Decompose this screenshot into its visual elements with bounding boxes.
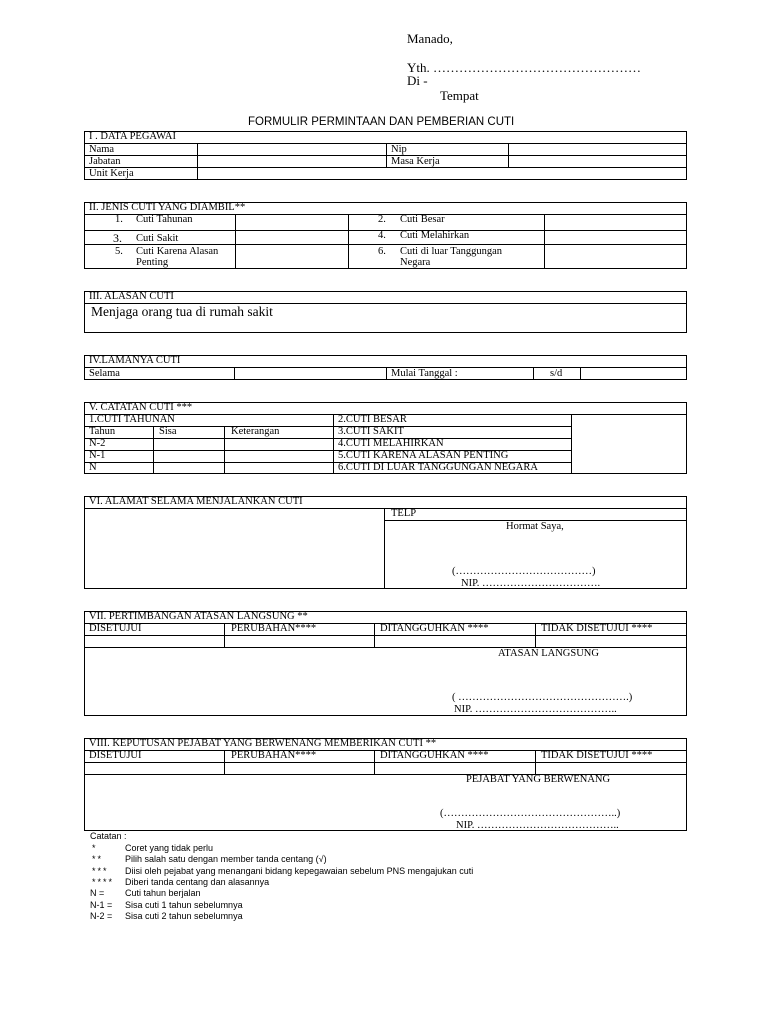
notes-title: Catatan : — [90, 831, 127, 841]
label-nama: Nama — [89, 144, 115, 155]
section-7-heading: VII. PERTIMBANGAN ATASAN LANGSUNG ** — [89, 611, 308, 622]
note-text-3: Diisi oleh pejabat yang menangani bidang kepegawaian sebelum PNS mengajukan cuti — [125, 866, 474, 876]
atasan-signature: ( ………………………………………….) — [452, 692, 633, 703]
note-text-6: Sisa cuti 1 tahun sebelumnya — [125, 900, 243, 910]
note-symbol-6: N-1 = — [90, 900, 113, 910]
label-jabatan: Jabatan — [89, 156, 121, 167]
col-sisa: Sisa — [159, 426, 177, 437]
label-sd: s/d — [550, 368, 563, 379]
applicant-nip: NIP. ……………………………. — [461, 578, 601, 589]
leave-type-1-label: Cuti Tahunan — [136, 214, 193, 225]
section-1-heading: I . DATA PEGAWAI — [89, 131, 176, 142]
note-symbol-1: * — [92, 843, 96, 853]
addressee-line: Yth. ………………………………………… — [407, 60, 641, 75]
note-symbol-2: ** — [92, 854, 104, 864]
note-text-7: Sisa cuti 2 tahun sebelumnya — [125, 911, 243, 921]
leave-type-5-label-line2: Penting — [136, 257, 169, 268]
applicant-signature: (…………………………………) — [452, 566, 596, 577]
pejabat-label: PEJABAT YANG BERWENANG — [466, 774, 611, 785]
label-cuti-tahunan: 1.CUTI TAHUNAN — [89, 414, 175, 425]
form-title: FORMULIR PERMINTAAN DAN PEMBERIAN CUTI — [248, 116, 515, 128]
section-8-heading: VIII. KEPUTUSAN PEJABAT YANG BERWENANG MEMBERIKAN CUTI ** — [89, 738, 437, 749]
leave-type-6-num: 6. — [378, 246, 386, 257]
note-cuti-sakit: 3.CUTI SAKIT — [338, 426, 404, 437]
col-tahun: Tahun — [89, 426, 116, 437]
label-nip: Nip — [391, 144, 407, 155]
leave-type-2-label: Cuti Besar — [400, 214, 445, 225]
section-2-heading: II. JENIS CUTI YANG DIAMBIL** — [89, 202, 246, 213]
note-cuti-luar-tanggungan: 6.CUTI DI LUAR TANGGUNGAN NEGARA — [338, 462, 538, 473]
s7-col-ditangguhkan: DITANGGUHKAN **** — [380, 623, 489, 634]
section-5-heading: V. CATATAN CUTI *** — [89, 402, 193, 413]
di-line: Di - — [407, 73, 428, 88]
s7-col-tidak-disetujui: TIDAK DISETUJUI **** — [541, 623, 653, 634]
leave-type-1-num: 1. — [115, 214, 123, 225]
note-cuti-besar: 2.CUTI BESAR — [338, 414, 407, 425]
note-symbol-7: N-2 = — [90, 911, 113, 921]
note-text-2: Pilih salah satu dengan member tanda centang (√) — [125, 854, 327, 864]
row-n1: N-1 — [89, 450, 106, 461]
leave-type-4-num: 4. — [378, 230, 386, 241]
leave-type-6-label-line1: Cuti di luar Tanggungan — [400, 246, 503, 257]
s8-col-tidak-disetujui: TIDAK DISETUJUI **** — [541, 750, 653, 761]
label-unit-kerja: Unit Kerja — [89, 168, 134, 179]
leave-type-5-num: 5. — [115, 246, 123, 257]
note-cuti-alasan-penting: 5.CUTI KARENA ALASAN PENTING — [338, 450, 509, 461]
note-symbol-4: **** — [92, 877, 115, 887]
leave-type-2-num: 2. — [378, 214, 386, 225]
note-text-5: Cuti tahun berjalan — [125, 888, 201, 898]
s8-col-perubahan: PERUBAHAN**** — [231, 750, 317, 761]
tempat-line: Tempat — [440, 88, 479, 103]
section-4-heading: IV.LAMANYA CUTI — [89, 355, 181, 366]
note-symbol-3: *** — [92, 866, 109, 876]
row-n: N — [89, 462, 97, 473]
s8-col-disetujui: DISETUJUI — [89, 750, 142, 761]
s7-col-disetujui: DISETUJUI — [89, 623, 142, 634]
leave-type-4-label: Cuti Melahirkan — [400, 230, 470, 241]
leave-type-5-label-line1: Cuti Karena Alasan — [136, 246, 219, 257]
col-keterangan: Keterangan — [231, 426, 280, 437]
pejabat-signature: (…………………………………………..) — [440, 808, 621, 819]
label-selama: Selama — [89, 368, 120, 379]
section-3-heading: III. ALASAN CUTI — [89, 291, 174, 302]
note-cuti-melahirkan: 4.CUTI MELAHIRKAN — [338, 438, 444, 449]
pejabat-nip: NIP. ………………………………….. — [456, 820, 619, 831]
label-mulai-tanggal: Mulai Tanggal : — [391, 368, 458, 379]
note-text-1: Coret yang tidak perlu — [125, 843, 214, 853]
atasan-nip: NIP. ………………………………….. — [454, 704, 617, 715]
section-6-heading: VI. ALAMAT SELAMA MENJALANKAN CUTI — [89, 496, 303, 507]
atasan-langsung-label: ATASAN LANGSUNG — [498, 648, 599, 659]
label-telp: TELP — [391, 508, 417, 519]
note-text-4: Diberi tanda centang dan alasannya — [125, 877, 270, 887]
label-masa-kerja: Masa Kerja — [391, 156, 440, 167]
leave-type-3-label: Cuti Sakit — [136, 233, 179, 244]
leave-type-3-num: 3. — [113, 231, 122, 245]
hormat-saya: Hormat Saya, — [506, 521, 564, 532]
leave-reason[interactable]: Menjaga orang tua di rumah sakit — [91, 304, 273, 319]
city: Manado, — [407, 31, 453, 46]
note-symbol-5: N = — [90, 888, 105, 898]
s8-col-ditangguhkan: DITANGGUHKAN **** — [380, 750, 489, 761]
row-n2: N-2 — [89, 438, 106, 449]
s7-col-perubahan: PERUBAHAN**** — [231, 623, 317, 634]
leave-type-6-label-line2: Negara — [400, 257, 431, 268]
